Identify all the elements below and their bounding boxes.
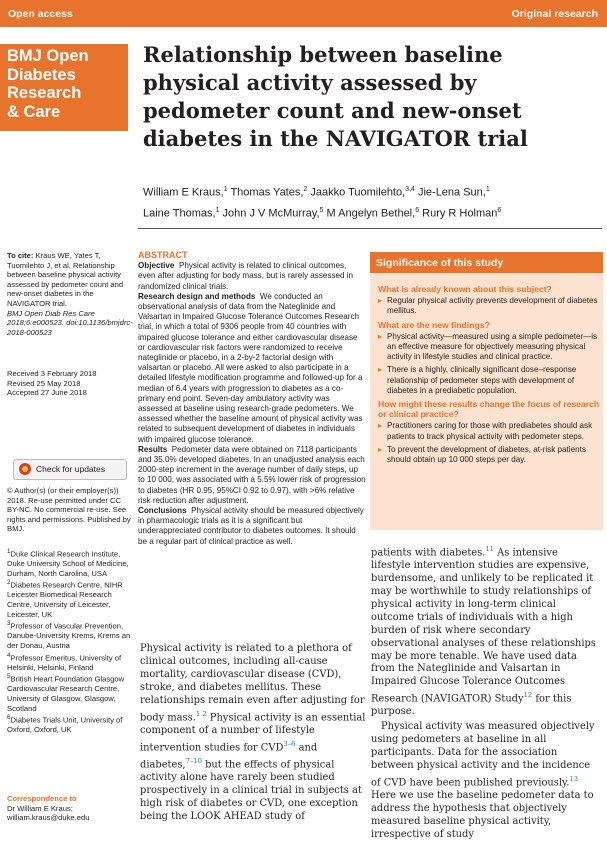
abstract-section-text: Physical activity should be measured objectively in pharmacologic trials as it is a significant but underappreciated contributor to diabetes outcomes. It should be a regular part of clinical practice as well. [138, 506, 364, 546]
author-name[interactable]: Jie-Lena Sun, [417, 186, 486, 199]
affiliation-item [7, 651, 135, 673]
affiliation-text: Diabetes Trials Unit, University of Oxford, Oxford, UK [7, 715, 123, 735]
author-name[interactable]: John J V McMurray, [222, 207, 320, 220]
affiliation-item [7, 713, 135, 735]
correspondence-email[interactable]: william.kraus@duke.edu [7, 813, 90, 823]
author-name[interactable]: Thomas Yates, [230, 186, 304, 199]
journal-name-line: Research [7, 84, 82, 102]
affiliation-number: 4 [7, 651, 11, 659]
author-name[interactable]: Rury R Holman [422, 207, 498, 220]
abstract-section-label: Results [138, 444, 168, 454]
affiliation-item [7, 547, 135, 578]
author-affiliation: 1 [485, 186, 490, 193]
check-for-updates-label: Check for updates [36, 464, 105, 474]
author-name[interactable]: William E Kraus, [143, 186, 224, 199]
affiliation-number: 2 [7, 579, 11, 587]
body-text: Physical activity was measured objectively using pedometers at baseline in all participants. Data for the association between physical activity and the incidence of CVD have been published previously. [371, 721, 595, 789]
body-text: Physical activity is an essential component of a number of lifestyle intervention studies for CVD [140, 711, 366, 753]
open-access-label: Open access [8, 8, 73, 20]
correspondence-block [7, 794, 135, 823]
significance-bullet: ▸ To prevent the development of diabetes, at-risk patients should obtain up 10 000 steps per day. [378, 445, 600, 465]
affiliation-item [7, 619, 135, 650]
top-banner [0, 0, 607, 27]
abstract-section-label: Objective [138, 261, 175, 271]
significance-heading: Significance of this study [376, 257, 504, 269]
article-title: Relationship between baseline physical activity assessed by pedometer count and new-onset diabetes in the NAVIGATOR trial [143, 42, 528, 151]
significance-bullet: ▸ Practitioners caring for those with prediabetes should ask patients to track physical activity with pedometer steps. [378, 421, 600, 441]
affiliation-item [7, 578, 135, 619]
affiliation-item [7, 672, 135, 713]
correspondence-label: Correspondence to [7, 794, 77, 803]
significance-question: What is already known about this subject? [378, 284, 552, 294]
body-paragraph [371, 543, 600, 719]
body-text: for this purpose. [371, 693, 572, 718]
author-affiliation: 1 [215, 206, 220, 214]
cite-label: To cite: [7, 251, 34, 260]
body-column-right [371, 543, 600, 842]
affiliation-text: British Heart Foundation Glasgow Cardiovascular Research Centre, University of Glasgow, Glasgow, Scotland [7, 674, 125, 713]
body-text: Physical activity is related to a plethora of clinical outcomes, including all-cause mortality, cardiovascular disease (CVD), stroke, and diabetes mellitus. These relationships remain even after adjusting for body mass. [140, 643, 365, 723]
reference-link[interactable]: 7–10 [185, 756, 202, 765]
abstract-section [138, 261, 366, 292]
abstract-section [138, 445, 366, 506]
reference-link[interactable]: 13 [569, 775, 579, 783]
abstract-section [138, 506, 366, 547]
revised-date: Revised 25 May 2018 [7, 378, 81, 388]
significance-box [370, 252, 603, 530]
affiliation-number: 5 [7, 673, 11, 681]
abstract-section [138, 292, 366, 445]
author-name[interactable]: Laine Thomas, [143, 207, 216, 220]
body-text: patients with diabetes. [371, 547, 486, 559]
citation-block [7, 251, 135, 337]
journal-name-line: & Care [7, 102, 61, 121]
significance-header [370, 252, 603, 273]
author-name[interactable]: Jaakko Tuomilehto, [310, 186, 406, 199]
significance-question: What are the new findings? [378, 319, 490, 330]
author-affiliation: 2 [303, 186, 308, 193]
body-text: but the effects of physical activity alone have rarely been studied prospectively in a clinical trial in subjects at high risk of diabetes or CVD, one exception being the LOOK AHEAD study of [140, 759, 362, 822]
affiliation-text: Diabetes Research Centre, NIHR Leicester Biomedical Research Centre, University of Leicester, Leicester, UK [7, 580, 123, 619]
author-list [143, 181, 583, 222]
author-affiliation: 6 [497, 206, 502, 214]
significance-question: How might these results change the focus of research or clinical practice? [378, 399, 600, 420]
cite-journal[interactable]: BMJ Open Diab Res Care 2018;6:e000523. doi:10.1136/bmjdrc-2018-000523 [7, 308, 133, 337]
significance-bullet: ▸ Regular physical activity prevents development of diabetes mellitus. [378, 296, 600, 316]
abstract-section-text: Pedometer data were obtained on 7118 participants and 35.0% developed diabetes. In an unadjusted analysis each 2000-step increment in the average number of daily steps, up to 10 000, was associated with a 5.5% lower risk of progression to diabetes (HR 0.95, 95%CI 0.92 to 0.97), with >6% relative risk reduction after adjustment. [138, 444, 366, 505]
affiliation-number: 6 [7, 714, 11, 722]
abstract [138, 250, 366, 547]
affiliation-text: Professor Emeritus, University of Helsinki, Helsinki, Finland [7, 653, 122, 672]
cite-text: Kraus WE, Yates T, Tuomilehto J, et al. Relationship between baseline physical activity assessed by pedometer count and new-onset diabetes in the NAVIGATOR trial. [7, 251, 124, 308]
reference-link[interactable]: 3–6 [283, 739, 296, 748]
significance-bullet: ▸ Physical activity—measured using a simple pedometer—is an effective measure for objectively measuring physical activity in lifestyle studies and clinical practice. [378, 332, 600, 363]
affiliation-text: Duke Clinical Research Institute, Duke University School of Medicine, Durham, North Carolina, USA [7, 549, 129, 578]
author-affiliation: 3,4 [405, 186, 415, 193]
body-text: Here we use the baseline pedometer data to address the hypothesis that objectively measured baseline physical activity, irrespective of study [371, 790, 594, 840]
journal-name-line: BMJ Open [7, 47, 89, 65]
journal-logo [0, 44, 128, 131]
check-for-updates-button[interactable] [13, 459, 127, 480]
copyright-text: © Author(s) (or their employer(s)) 2018. Re-use permitted under CC BY-NC. No commercial re-use. See rights and permissions. Published by BMJ. [7, 486, 131, 534]
abstract-section-text: We conducted an observational analysis of data from the Nateglinide and Valsartan in Impaired Glucose Tolerance Outcomes Research trial, in which a total of 9306 people from 40 countries with impaired glucose tolerance and either cardiovascular disease or cardiovascular risk factors were randomized to receive nateglinide or placebo, in a 2-by-2 factorial design with valsartan or placebo. All were asked to also participate in a detailed lifestyle modification programme and followed-up for a median of 6.4 years with progression to diabetes as a co-primary end point. Seven-day ambulatory activity was assessed at baseline using research-grade pedometers. We assessed whether the baseline amount of physical activity was related to subsequent development of diabetes in individuals with impaired glucose tolerance. [138, 291, 363, 444]
abstract-heading: ABSTRACT [138, 250, 188, 260]
abstract-section-label: Conclusions [138, 506, 187, 516]
copyright-block [7, 486, 135, 534]
significance-bullet: ▸ There is a highly, clinically significant dose–response relationship of pedometer steps with development of diabetes in a prediabetic population. [378, 365, 600, 396]
crossmark-icon [19, 463, 31, 475]
affiliation-text: Professor of Vascular Prevention, Danube-University Krems, Krems an der Donau, Austria [7, 621, 131, 650]
author-affiliation: 6 [415, 206, 420, 214]
body-text: As intensive lifestyle intervention studies are expensive, burdensome, and unlikely to be replicated it may be worthwhile to study relationships of physical activity in long-term clinical outcome trials of individuals with a high burden of risk where secondary observational analyses of these relationships may be more tenable. We have used data from the Nateglinide and Valsartan in Impaired Glucose Tolerance Outcomes Research (NAVIGATOR) Study [371, 547, 596, 705]
affiliation-number: 1 [7, 548, 11, 555]
affiliation-number: 3 [7, 620, 11, 628]
reference-link[interactable]: 11 [485, 545, 494, 553]
reference-link[interactable]: 1 2 [195, 709, 207, 718]
journal-name-line: Diabetes [7, 65, 76, 84]
abstract-section-label: Research design and methods [138, 291, 256, 301]
affiliations-block [7, 547, 135, 735]
divider [138, 228, 602, 229]
reference-link[interactable]: 12 [523, 691, 533, 700]
abstract-section-text: Physical activity is related to clinical outcomes, even after adjusting for body mass, but is rarely assessed in randomized clinical trials. [138, 261, 354, 291]
author-name[interactable]: M Angelyn Bethel, [326, 207, 416, 220]
accepted-date: Accepted 27 June 2018 [7, 388, 87, 398]
body-text: and diabetes, [140, 741, 318, 771]
received-date: Received 3 February 2018 [7, 369, 97, 378]
dates-block [7, 369, 135, 398]
correspondence-name: Dr William E Kraus; [7, 803, 73, 813]
article-type-label: Original research [511, 8, 598, 20]
body-paragraph [140, 643, 366, 824]
body-column-left [140, 643, 366, 824]
author-affiliation: 5 [319, 206, 324, 214]
author-affiliation: 1 [223, 186, 228, 193]
